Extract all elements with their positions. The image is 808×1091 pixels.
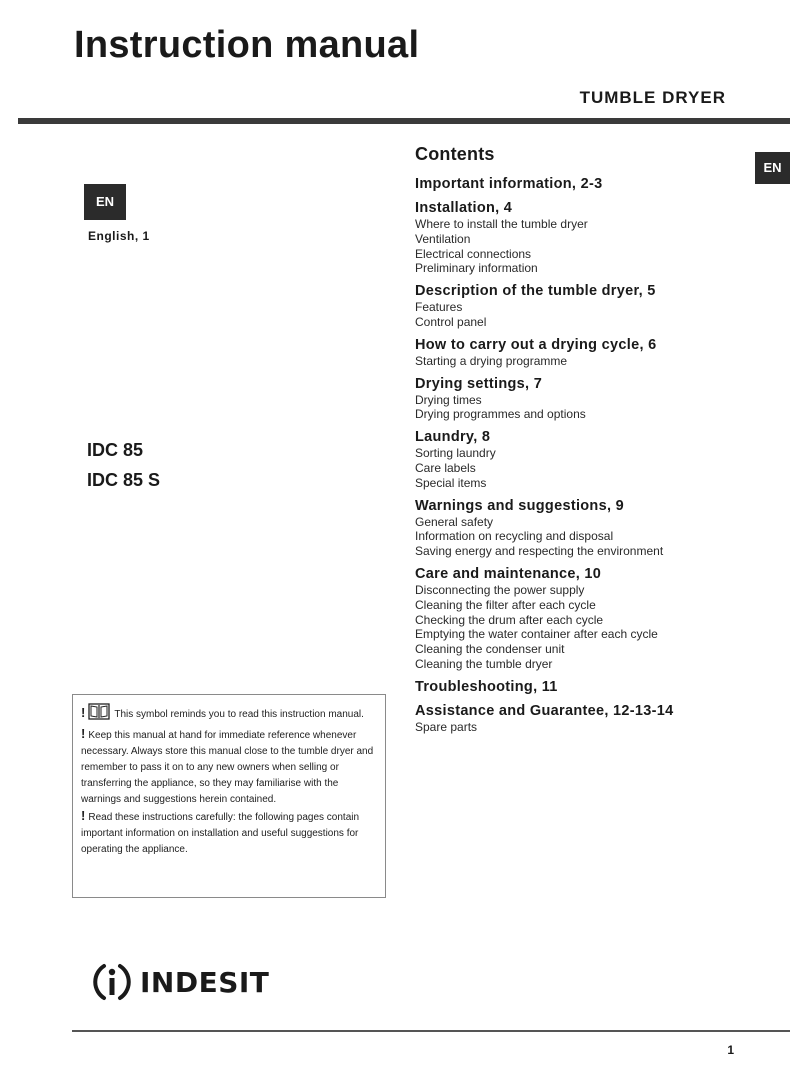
toc-subitem: Information on recycling and disposal xyxy=(415,529,614,544)
toc-subitem: Drying times xyxy=(415,392,482,407)
table-of-contents xyxy=(415,144,745,741)
toc-subitem: Where to install the tumble dryer xyxy=(415,217,588,231)
toc-subitem: Control panel xyxy=(415,314,487,329)
toc-section xyxy=(415,336,745,369)
toc-section xyxy=(415,282,745,330)
notice-symbol-paragraph xyxy=(81,703,377,726)
toc-section-title: Care and maintenance, 10 xyxy=(415,565,602,582)
toc-subitem: Care labels xyxy=(415,460,476,475)
page-number: 1 xyxy=(727,1043,734,1057)
model-name: IDC 85 xyxy=(87,440,144,460)
notice-keep-text: Keep this manual at hand for immediate reference whenever necessary. Always store this manual close to the tumble dryer and remember to pass it on to any new owners when selling or transferring the appliance, so they may familiarise with the warnings and suggestions herein contained. xyxy=(81,730,374,805)
toc-section xyxy=(415,497,745,559)
language-badge: EN xyxy=(84,184,126,220)
notice-read-paragraph xyxy=(81,808,377,858)
toc-section xyxy=(415,702,745,735)
toc-subitem: Checking the drum after each cycle xyxy=(415,612,604,627)
toc-subitem: Drying programmes and options xyxy=(415,407,586,422)
exclamation-icon: ! xyxy=(81,726,86,741)
toc-subitem: Disconnecting the power supply xyxy=(415,582,585,597)
toc-subitem: Ventilation xyxy=(415,231,471,246)
toc-subitem: Cleaning the tumble dryer xyxy=(415,656,553,671)
product-type: TUMBLE DRYER xyxy=(579,88,726,107)
toc-section xyxy=(415,175,745,193)
toc-section-title: Laundry, 8 xyxy=(415,429,491,446)
toc-section-title: Warnings and suggestions, 9 xyxy=(415,497,624,514)
toc-subitem: Cleaning the condenser unit xyxy=(415,642,565,657)
notice-symbol-text: This symbol reminds you to read this instruction manual. xyxy=(114,709,364,720)
contents-heading: Contents xyxy=(415,144,495,164)
notice-read-text: Read these instructions carefully: the following pages contain important information on installation and useful suggestions for operating the appliance. xyxy=(81,812,360,855)
document-title: Instruction manual xyxy=(74,24,420,66)
toc-subitem: Electrical connections xyxy=(415,246,532,261)
toc-section-title: Drying settings, 7 xyxy=(415,375,543,392)
toc-subitem: Special items xyxy=(415,475,487,490)
toc-section-title: Installation, 4 xyxy=(415,200,513,216)
toc-section xyxy=(415,565,745,672)
model-name: IDC 85 S xyxy=(87,470,161,490)
toc-sections xyxy=(415,175,745,735)
toc-section xyxy=(415,678,745,696)
toc-section xyxy=(415,428,745,490)
toc-subitem: Emptying the water container after each cycle xyxy=(415,627,658,642)
exclamation-icon: ! xyxy=(81,705,86,720)
toc-subitem: Spare parts xyxy=(415,719,478,734)
toc-section-title: Description of the tumble dryer, 5 xyxy=(415,283,656,300)
toc-subitem: Saving energy and respecting the environment xyxy=(415,544,664,559)
header-divider xyxy=(18,118,790,124)
language-side-tab: EN xyxy=(755,152,790,184)
exclamation-icon: ! xyxy=(81,808,86,823)
toc-section-title: Troubleshooting, 11 xyxy=(415,678,558,695)
toc-subitem: General safety xyxy=(415,514,494,529)
brand-name: INDESIT xyxy=(140,965,270,999)
toc-section-title: Important information, 2-3 xyxy=(415,176,603,192)
toc-subitem: Starting a drying programme xyxy=(415,353,568,368)
toc-section xyxy=(415,375,745,423)
language-label: English, 1 xyxy=(88,229,150,243)
notice-box xyxy=(72,694,386,898)
toc-section xyxy=(415,199,745,276)
book-icon xyxy=(88,703,110,726)
notice-keep-paragraph xyxy=(81,726,377,808)
toc-subitem: Sorting laundry xyxy=(415,446,496,461)
brand-logo xyxy=(90,960,269,1004)
toc-section-title: Assistance and Guarantee, 12-13-14 xyxy=(415,702,674,719)
indesit-i-icon xyxy=(90,960,134,1004)
toc-section-title: How to carry out a drying cycle, 6 xyxy=(415,336,657,353)
toc-subitem: Cleaning the filter after each cycle xyxy=(415,597,596,612)
footer-divider xyxy=(72,1030,790,1032)
toc-subitem: Features xyxy=(415,300,463,315)
toc-subitem: Preliminary information xyxy=(415,261,538,276)
